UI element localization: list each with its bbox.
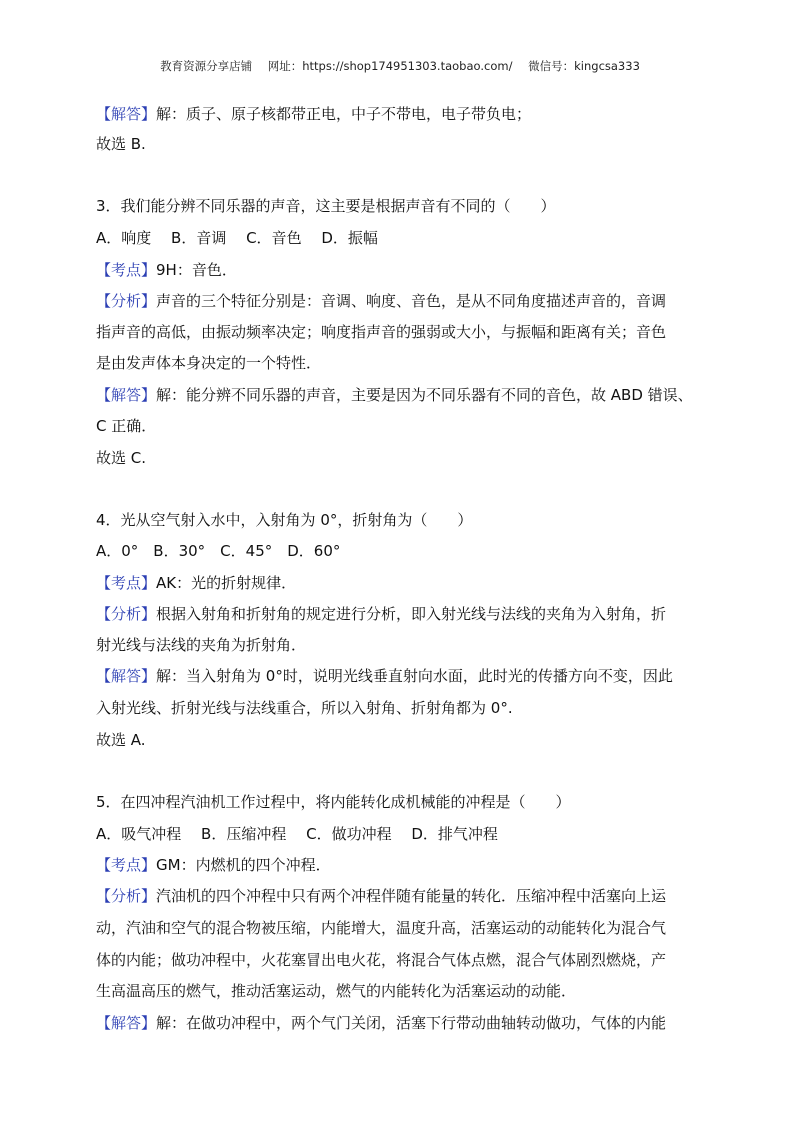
q4-answer-line-2: 入射光线、折射光线与法线重合，所以入射角、折射角都为 0°. [96, 699, 513, 717]
q4-answer-line-1 [96, 666, 673, 686]
analysis-tag: 【分析】 [96, 887, 157, 905]
point-tag: 【考点】 [96, 261, 157, 279]
q3-analysis-line-3: 是由发声体本身决定的一个特性． [96, 354, 322, 372]
analysis-text: 声音的三个特征分别是：音调、响度、音色，是从不同角度描述声音的，音调 [156, 292, 667, 310]
point-tag: 【考点】 [96, 574, 157, 592]
wechat [528, 59, 640, 73]
q4-options: A．0° B．30° C．45° D．60° [96, 542, 341, 560]
shop-name: 教育资源分享店铺 [160, 59, 253, 73]
analysis-tag: 【分析】 [96, 292, 157, 310]
q3-analysis-line-1 [96, 291, 666, 311]
answer-tag: 【解答】 [96, 386, 157, 404]
wechat-id: kingcsa333 [574, 59, 640, 73]
q2-choice: 故选 B. [96, 135, 146, 153]
analysis-text: 根据入射角和折射角的规定进行分析，即入射光线与法线的夹角为入射角，折 [156, 605, 667, 623]
q5-analysis-line-3: 体的内能；做功冲程中，火花塞冒出电火花，将混合气体点燃，混合气体剧烈燃烧，产 [96, 951, 667, 969]
point-tag: 【考点】 [96, 856, 157, 874]
shop-url[interactable] [268, 59, 513, 73]
q5-analysis-line-2: 动，汽油和空气的混合物被压缩，内能增大，温度升高，活塞运动的动能转化为混合气 [96, 919, 667, 937]
q3-analysis-line-2: 指声音的高低，由振动频率决定；响度指声音的强弱或大小，与振幅和距离有关；音色 [96, 323, 667, 341]
q2-answer-line-1 [96, 104, 531, 124]
answer-text: 解：在做功冲程中，两个气门关闭，活塞下行带动曲轴转动做功，气体的内能 [156, 1014, 667, 1032]
url-value[interactable]: https://shop174951303.taobao.com/ [302, 59, 513, 73]
answer-text: 解：当入射角为 0°时，说明光线垂直射向水面，此时光的传播方向不变，因此 [156, 667, 673, 685]
q4-choice: 故选 A. [96, 731, 146, 749]
url-label: 网址： [267, 59, 303, 73]
analysis-tag: 【分析】 [96, 605, 157, 623]
answer-text: 解：质子、原子核都带正电，中子不带电，电子带负电； [156, 105, 532, 123]
q5-options: A．吸气冲程 B．压缩冲程 C．做功冲程 D．排气冲程 [96, 825, 498, 843]
point-text: GM：内燃机的四个冲程． [156, 856, 331, 874]
point-text: AK：光的折射规律． [156, 574, 297, 592]
q5-analysis-line-4: 生高温高压的燃气，推动活塞运动，燃气的内能转化为活塞运动的动能． [96, 982, 577, 1000]
page-header [0, 58, 800, 74]
wechat-label: 微信号： [528, 59, 575, 73]
q3-answer-line-2: C 正确． [96, 417, 157, 435]
q3-point [96, 260, 237, 280]
q4-point [96, 573, 296, 593]
q3-choice: 故选 C. [96, 449, 147, 467]
answer-text: 解：能分辨不同乐器的声音，主要是因为不同乐器有不同的音色，故 ABD 错误、 [156, 386, 693, 404]
q5-analysis-line-1 [96, 886, 666, 906]
q4-stem: 4．光从空气射入水中，入射角为 0°，折射角为（ ） [96, 511, 473, 529]
q4-analysis-line-2: 射光线与法线的夹角为折射角． [96, 636, 307, 654]
q5-point [96, 855, 331, 875]
q3-answer-line-1 [96, 385, 693, 405]
answer-tag: 【解答】 [96, 1014, 157, 1032]
answer-tag: 【解答】 [96, 105, 157, 123]
q4-analysis-line-1 [96, 604, 666, 624]
q5-stem: 5．在四冲程汽油机工作过程中，将内能转化成机械能的冲程是（ ） [96, 793, 571, 811]
q3-options: A．响度 B．音调 C．音色 D．振幅 [96, 229, 378, 247]
analysis-text: 汽油机的四个冲程中只有两个冲程伴随有能量的转化．压缩冲程中活塞向上运 [156, 887, 667, 905]
q5-answer-line-1 [96, 1013, 666, 1033]
q3-stem: 3．我们能分辨不同乐器的声音，这主要是根据声音有不同的（ ） [96, 197, 556, 215]
answer-tag: 【解答】 [96, 667, 157, 685]
point-text: 9H：音色． [156, 261, 237, 279]
